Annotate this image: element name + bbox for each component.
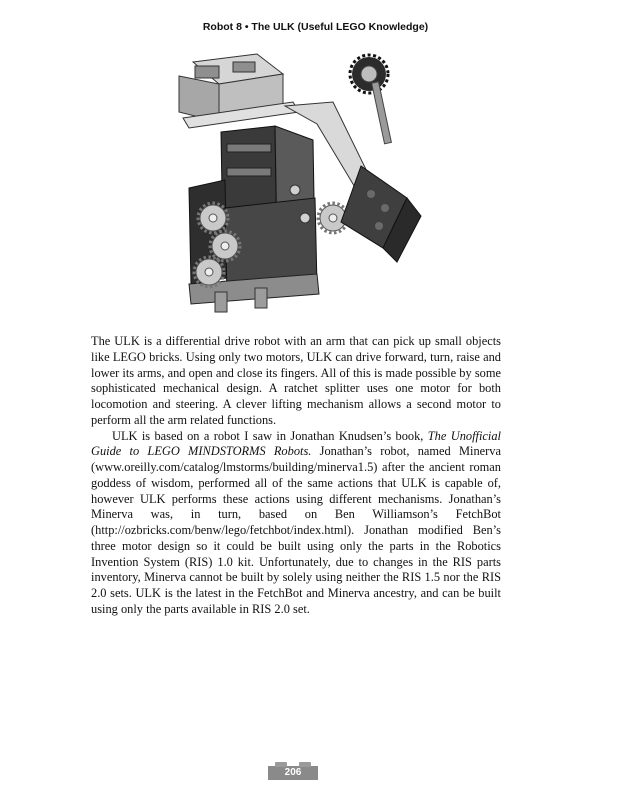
body-text [91, 334, 501, 618]
robot-figure [165, 48, 455, 330]
paragraph-2 [91, 429, 501, 618]
running-header: Robot 8 • The ULK (Useful LEGO Knowledge) [202, 21, 429, 33]
paragraph-2-lead: ULK is based on a robot I saw in Jonathan Knudsen’s book, [112, 428, 428, 443]
peg [290, 185, 300, 195]
paragraph-1: The ULK is a differential drive robot with an arm that can pick up small objects like LEGO bricks. Using only two motors, ULK can drive forward, turn, raise and lower its arms, and open and close its fingers. All of this is made possible by some sophisticated mechanical design. A ratchet splitter uses one motor for both locomotion and steering. A clever lifting mechanism allows a second motor to perform all the arm related functions. [91, 334, 501, 427]
page-number: 206 [284, 767, 302, 778]
wheel-axle [372, 82, 392, 144]
book-title: The Unofficial Guide to LEGO MINDSTORMS Robots. [91, 428, 501, 459]
peg [300, 213, 310, 223]
paragraph-2-rest: Jonathan’s robot, named Minerva (www.oreilly.com/catalog/lmstorms/building/minerva1.5) after the ancient roman goddess of wisdom, performed all of the same actions that ULK is capable of, however ULK performs these actions using different mechanisms. Jonathan’s Minerva was, in turn, based on Ben Williamson’s FetchBot (http://ozbricks.com/benw/lego/fetchbot/index.html). Jonathan modified Ben’s three motor design so it could be built using only the parts in the Robotics Invention System (RIS) 1.0 kit. Unfortunately, due to changes in the RIS parts inventory, Minerva cannot be built by solely using neither the RIS 1.5 nor the RIS 2.0 sets. ULK is the latest in the FetchBot and Minerva ancestry, and can be built using only the parts available in RIS 2.0 set. [91, 444, 501, 616]
small-wheel [350, 55, 388, 93]
